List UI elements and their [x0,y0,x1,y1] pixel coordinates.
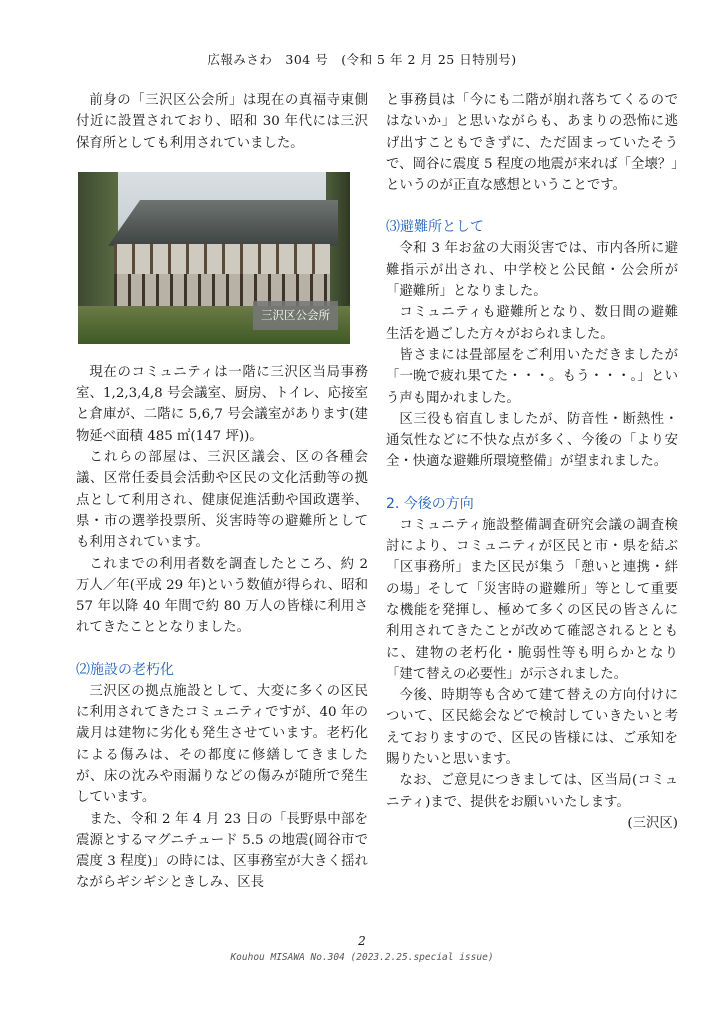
community-hall-photo [78,172,350,344]
paragraph: 三沢区の拠点施設として、大変に多くの区民に利用されてきたコミュニティですが、40 年の歳月は建物に劣化も発生させています。老朽化による傷みは、その都度に修繕してきましたが、床の沈みや雨漏りなどの傷みが随所で発生しています。 [76,683,368,806]
footer-issue-label: Kouhou MISAWA No.304 (2023.2.25.special issue) [230,952,494,963]
page-number: 2 [358,934,366,948]
paragraph: 皆さまには畳部屋をご利用いただきましたが「一晩で疲れ果てた・・・。もう・・・。」という声も聞かれました。 [386,347,678,406]
paragraph: これらの部屋は、三沢区議会、区の各種会議、区常任委員会活動や区民の文化活動等の拠点として利用され、健康促進活動や国政選挙、県・市の選挙投票所、災害時等の避難所としても利用されています。 [76,450,368,551]
paragraph: コミュニティも避難所となり、数日間の避難生活を過ごした方々がおられました。 [386,305,678,342]
building-roof [108,200,338,246]
section-heading-future: 2. 今後の方向 [386,495,474,512]
intro-paragraph: 前身の「三沢区公会所」は現在の真福寺東側付近に設置されており、昭和 30 年代には三沢保育所としても利用されていました。 [76,93,368,151]
paragraph: これまでの利用者数を調査したところ、約 2 万人／年(平成 29 年)という数値が得られ、昭和 57 年以降 40 年間で約 80 万人の皆様に利用されてきたこととなりました。 [76,556,368,636]
left-column [76,90,368,894]
paragraph: 現在のコミュニティは一階に三沢区当局事務室、1,2,3,4,8 号会議室、厨房、トイレ、応接室と倉庫が、二階に 5,6,7 号会議室があります(建物延べ面積 485 ㎡(147 坪))。 [76,364,368,444]
section-heading-shelter: ⑶避難所として [386,219,484,236]
right-column [386,90,678,834]
paragraph: なお、ご意見につきましては、区当局(コミュニティ)まで、提供をお願いいたします。 [386,773,678,810]
newsletter-header: 広報みさわ 304 号 (令和 5 年 2 月 25 日特別号) [207,52,517,67]
section-heading-aging: ⑵施設の老朽化 [76,661,174,678]
paragraph: 今後、時期等も含めて建て替えの方向付けについて、区民総会などで検討していきたいと考えておりますので、区民の皆様には、ご承知を賜りたいと思います。 [386,688,678,768]
photo-caption: 三沢区公会所 [253,301,338,330]
paragraph: 令和 3 年お盆の大雨災害では、市内各所に避難指示が出され、中学校と公民館・公会所が「避難所」となりました。 [386,241,678,300]
paragraph: また、令和 2 年 4 月 23 日の「長野県中部を震源とするマグニチュード 5.5 の地震(岡谷市で震度 3 程度)」の時には、区事務室が大きく揺れながらギシギシときしみ、区長 [76,811,368,891]
paragraph: 区三役も宿直しましたが、防音性・断熱性・通気性などに不快な点が多く、今後の「より安全・快適な避難所環境整備」が望まれました。 [386,411,678,470]
continued-paragraph: と事務員は「今にも二階が崩れ落ちてくるのではないか」と思いながらも、あまりの恐怖に逃げ出すこともできずに、ただ固まっていたそうで、岡谷に震度 5 程度の地震が来れば「全壊？」というのが正直な感想ということです。 [386,93,678,194]
paragraph: コミュニティ施設整備調査研究会議の調査検討により、コミュニティが区民と市・県を結ぶ「区事務所」また区民が集う「憩いと連携・絆の場」そして「災害時の避難所」等として重要な機能を発揮し、極めて多くの区民の皆さんに利用されてきたことが改めて確認されるとともに、建物の老朽化・脆弱性等も明らかとなり「建て替えの必要性」が示されました。 [386,517,678,682]
signoff: (三沢区) [627,815,678,831]
